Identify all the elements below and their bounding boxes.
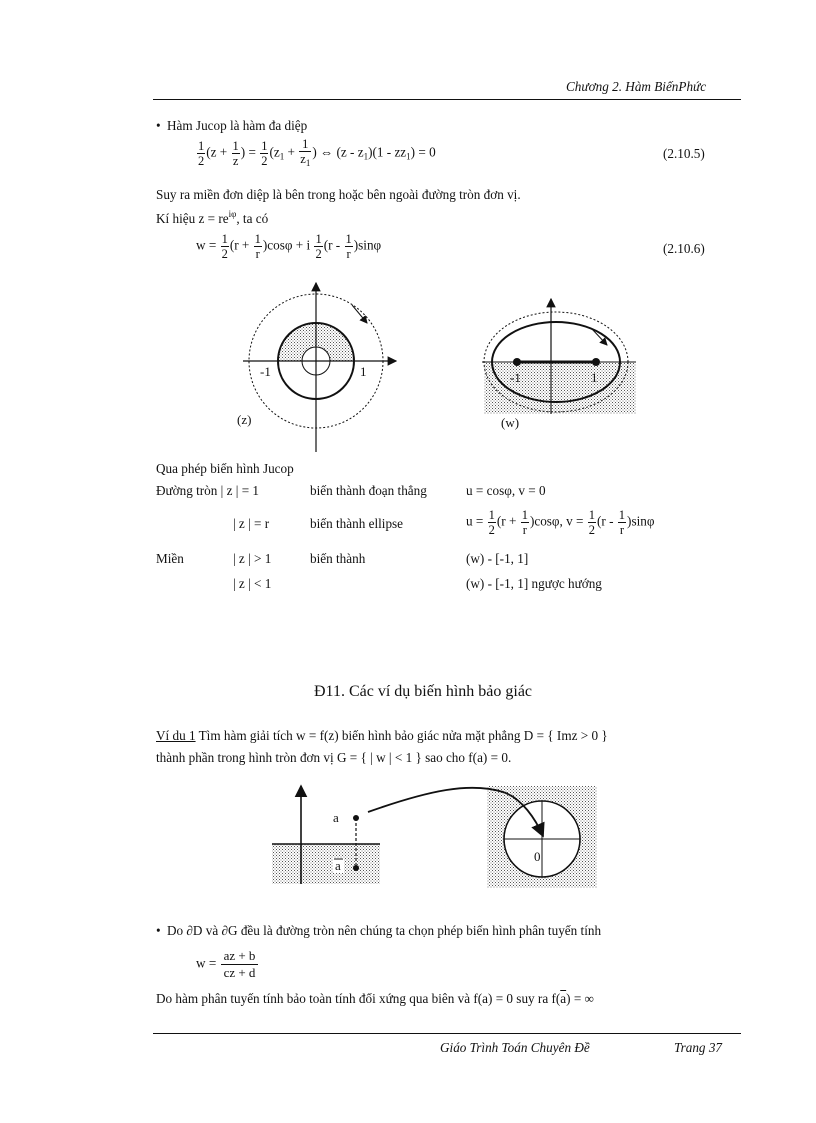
linear-fractional-text: Do ∂D và ∂G đều là đường tròn nên chúng ta chọn phép biến hình phân tuyến tính [167,923,602,938]
point-abar-label: a [335,858,341,873]
row2-ellipse-eq: u = $\frac{1}{2}$ (r + $\frac{1}{r}$ )cosφ, v = $\frac{1}{2}$ (r - $\frac{1}{r}$ )sinφ [466,508,655,537]
frac: $\frac{1}{2}$ [198,139,205,168]
row1-segment: u = cosφ, v = 0 [466,483,546,498]
section-title: Đ11. Các ví dụ biến hình bảo giác [314,683,533,700]
orientation-arrow [352,305,367,323]
z-minus-one-label: -1 [260,364,271,379]
point-a [353,815,359,821]
row3-exterior: | z | > 1 [233,551,272,566]
symmetry-text: Do hàm phân tuyến tính bảo toàn tính đối xứng qua biên và f(a) = 0 suy ra $f(\overline{a})$ = ∞ [156,991,594,1006]
equation-tag-2-10-5: (2.10.5) [663,146,705,161]
z-plane-label: (z) [237,412,252,427]
disk-diagram [487,786,597,888]
w-plane-diagram [482,299,636,430]
footer-page: Trang 37 [674,1040,723,1055]
footer-book: Giáo Trình Toán Chuyên Đề [440,1040,590,1055]
example-1-line1: Ví du 1 Tìm hàm giải tích w = f(z) biến hình bảo giác nửa mặt phẳng D = { Imz > 0 } [156,728,608,743]
row4-interior: | z | < 1 [233,576,272,591]
equation-2-10-6: w = $\frac{1}{2}$ (r + $\frac{1}{r}$ )cosφ + i $\frac{1}{2}$ (r - $\frac{1}{r}$ )sinφ [196,232,382,261]
example-label: Ví du 1 [156,728,196,743]
halfplane-diagram [272,786,380,884]
footer-rule [153,1033,741,1034]
row4-image: (w) - [-1, 1] ngược hướng [466,576,602,591]
chapter-header: Chương 2. Hàm BiếnPhức [566,79,707,94]
point-a-label: a [333,810,339,825]
slit-left-endpoint [513,358,521,366]
bullet-2: • [156,923,161,938]
bullet-1: • [156,118,161,133]
jucop-heading: Hàm Jucop là hàm đa diệp [167,118,308,133]
row3-domain: Miền [156,551,184,566]
example-1-line2: thành phần trong hình tròn đơn vị G = { | w | < 1 } sao cho f(a) = 0. [156,750,512,765]
row3-image: (w) - [-1, 1] [466,551,529,566]
point-a-conjugate [353,865,359,871]
z-plane-diagram [237,283,396,452]
univalent-text: Suy ra miền đơn diệp là bên trong hoặc bên ngoài đường tròn đơn vị. [156,187,521,202]
origin-label: 0 [534,849,541,864]
w-minus-one-label: -1 [510,370,521,385]
row2-circle-r: | z | = r [233,516,270,531]
row1-circle: Đường tròn | z | = 1 [156,483,260,498]
w-plane-label: (w) [501,415,520,430]
equation-2-10-5: $\frac{1}{2}$ (z + $\frac{1}{z}$ ) = $\frac{1}{2}$ ($z_1$ + $\frac{1}{z_1}$ ) ⇔ $(z - z_1)(1 - zz_1) = 0$ [198,137,436,168]
hatched-lower-halfplane [272,844,380,884]
notation-text: Kí hiệu $z = re^{i\varphi}$, ta có [156,209,269,226]
z-one-label: 1 [360,364,367,379]
slit-right-endpoint [592,358,600,366]
equation-tag-2-10-6: (2.10.6) [663,241,705,256]
w-one-label: 1 [591,370,598,385]
row3-maps: biến thành [310,551,366,566]
row1-maps: biến thành đoạn thẳng [310,483,427,498]
mobius-formula: w = $\frac{az + b}{cz + d}$ [196,948,259,981]
row2-maps: biến thành ellipse [310,516,404,531]
mapping-intro: Qua phép biến hình Jucop [156,461,294,476]
